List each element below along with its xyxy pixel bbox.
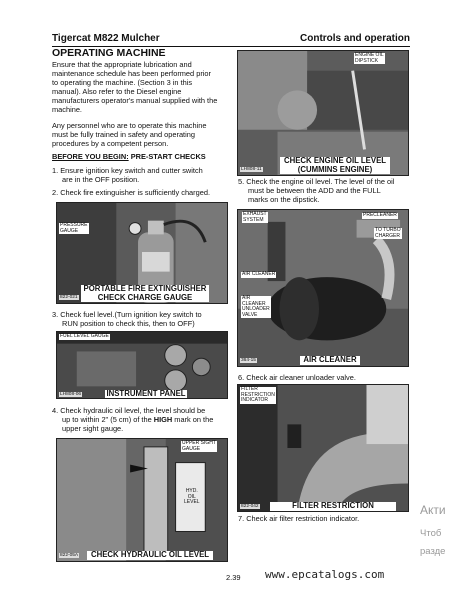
caption-line: (CUMMINS ENGINE) <box>297 164 373 174</box>
text-line: 1. Ensure ignition key switch and cutter switch <box>52 166 203 175</box>
section-title: OPERATING MACHINE <box>52 47 166 59</box>
activation-overlay-line-3: разде <box>420 546 446 557</box>
label-line: DIPSTICK <box>355 57 379 64</box>
label-line: RESTRICTION <box>241 391 275 398</box>
hyd-oil-level-text <box>183 489 201 506</box>
label-line: AIR <box>242 295 251 301</box>
page-number: 2.39 <box>226 573 241 582</box>
figure-code: LH808-11 <box>241 167 262 172</box>
air-cleaner-label: AIR CLEANER <box>242 271 276 277</box>
engine-oil-photo <box>237 50 409 176</box>
text-line: procedures by a competent person. <box>52 139 169 148</box>
label-line: CLEANER <box>242 300 266 307</box>
hydraulic-oil-photo <box>56 438 228 562</box>
air-cleaner-caption: AIR CLEANER <box>300 356 360 365</box>
text-line: marks on the dipstick. <box>248 195 320 204</box>
text-line: machine. <box>52 105 82 114</box>
before-heading-rest: PRE-START CHECKS <box>128 152 206 161</box>
text-line: maintenance schedule has been performed prior <box>52 69 211 78</box>
air-cleaner-unloader-valve-label <box>241 296 271 318</box>
caption-line: CHECK CHARGE GAUGE <box>97 292 193 302</box>
gauge-text-line: OIL <box>187 493 196 500</box>
instrument-panel-photo <box>56 331 228 399</box>
caption-line: CHECK ENGINE OIL LEVEL <box>283 156 387 165</box>
label-line: INDICATOR <box>241 397 269 403</box>
exhaust-system-label <box>242 212 268 223</box>
activation-overlay-line-2: Чтоб <box>420 528 442 539</box>
air-cleaner-photo <box>237 209 409 367</box>
before-heading-underlined: BEFORE YOU BEGIN: <box>52 152 129 161</box>
label-line: GAUGE <box>182 445 201 452</box>
label-line: TO TURBO <box>375 227 401 233</box>
figure-code: 822-042 <box>241 504 259 509</box>
step-5 <box>238 177 394 204</box>
label-line: GAUGE <box>60 227 79 234</box>
header-title: Tigercat M822 Mulcher <box>52 33 160 44</box>
engine-oil-dipstick-label <box>354 53 385 64</box>
label-line: SYSTEM <box>243 216 264 223</box>
fire-extinguisher-photo <box>56 202 228 304</box>
hydraulic-oil-illustration <box>57 439 227 561</box>
step-7: 7. Check air filter restriction indicator. <box>238 514 360 523</box>
pressure-gauge-label <box>59 223 89 234</box>
label-line: EXHAUST <box>243 211 267 217</box>
step-2 <box>52 188 210 197</box>
text-line: Any personnel who are to operate this machine <box>52 121 207 130</box>
gauge-text-line: HYD. <box>185 488 198 494</box>
text-line: manual). Also refer to the Diesel engine <box>52 87 182 96</box>
text-line: 4. Check hydraulic oil level, the level should be <box>52 406 206 415</box>
text-line: 5. Check the engine oil level. The level of the oil <box>238 177 395 186</box>
text-line: mark on the <box>172 415 214 424</box>
watermark-link[interactable]: www.epcatalogs.com <box>265 568 385 581</box>
fire-extinguisher-caption <box>81 285 209 302</box>
caption-line: PORTABLE FIRE EXTINGUISHER <box>83 284 207 293</box>
label-line: UNLOADER <box>242 306 270 312</box>
label-line: VALVE <box>242 311 258 318</box>
text-line: manufacturers operator's manual supplied with the <box>52 96 218 105</box>
figure-code: 822-05A <box>60 553 79 558</box>
figure-code: 364-15 <box>241 358 256 363</box>
text-line: must be between the ADD and the FULL <box>248 186 381 195</box>
text-line: up to within 2" (5 cm) of the <box>62 415 154 424</box>
label-line: FILTER <box>241 386 258 392</box>
label-line: UPPER SIGHT <box>182 440 216 446</box>
before-you-begin-heading <box>52 152 206 161</box>
high-mark-text: HIGH <box>153 415 173 424</box>
page-header <box>52 33 410 47</box>
label-line: ENGINE OIL <box>355 52 384 58</box>
text-line: Ensure that the appropriate lubrication and <box>52 60 192 69</box>
text-line: must be fully trained in safety and operating <box>52 130 195 139</box>
figure-code: 822-021 <box>60 295 78 300</box>
intro-paragraph-1 <box>52 60 230 114</box>
precleaner-label: PRECLEANER <box>363 212 397 218</box>
fuel-level-gauge-label: FUEL LEVEL GAUGE <box>60 333 109 339</box>
engine-oil-caption <box>280 157 390 174</box>
intro-paragraph-2 <box>52 121 230 148</box>
filter-restriction-illustration <box>238 385 408 511</box>
hydraulic-oil-caption: CHECK HYDRAULIC OIL LEVEL <box>87 551 213 560</box>
text-line: 2. Check fire extinguisher is sufficiently charged. <box>52 188 211 197</box>
step-1 <box>52 166 203 184</box>
label-line: PRESSURE <box>60 222 88 228</box>
label-line: CHARGER <box>375 232 401 239</box>
text-line: RUN position to check this, then to OFF) <box>62 319 195 328</box>
to-turbo-charger-label <box>374 228 402 239</box>
text-line: upper sight gauge. <box>62 424 124 433</box>
filter-restriction-photo <box>237 384 409 512</box>
step-3 <box>52 310 202 328</box>
upper-sight-gauge-label <box>181 441 217 452</box>
text-line: to operating the machine. (Section 3 in this <box>52 78 193 87</box>
figure-code: LH808-06 <box>60 392 82 397</box>
instrument-panel-caption: INSTRUMENT PANEL <box>106 389 186 398</box>
activation-overlay-line-1: Акти <box>420 503 446 517</box>
step-6: 6. Check air cleaner unloader valve. <box>238 373 356 382</box>
filter-restriction-caption: FILTER RESTRICTION <box>270 502 396 512</box>
gauge-text-line: LEVEL <box>184 499 200 505</box>
step-4 <box>52 406 213 433</box>
text-line: are in the OFF position. <box>62 175 140 184</box>
filter-restriction-indicator-label <box>240 387 276 404</box>
text-line: 3. Check fuel level.(Turn ignition key switch to <box>52 310 202 319</box>
header-section: Controls and operation <box>300 33 410 44</box>
